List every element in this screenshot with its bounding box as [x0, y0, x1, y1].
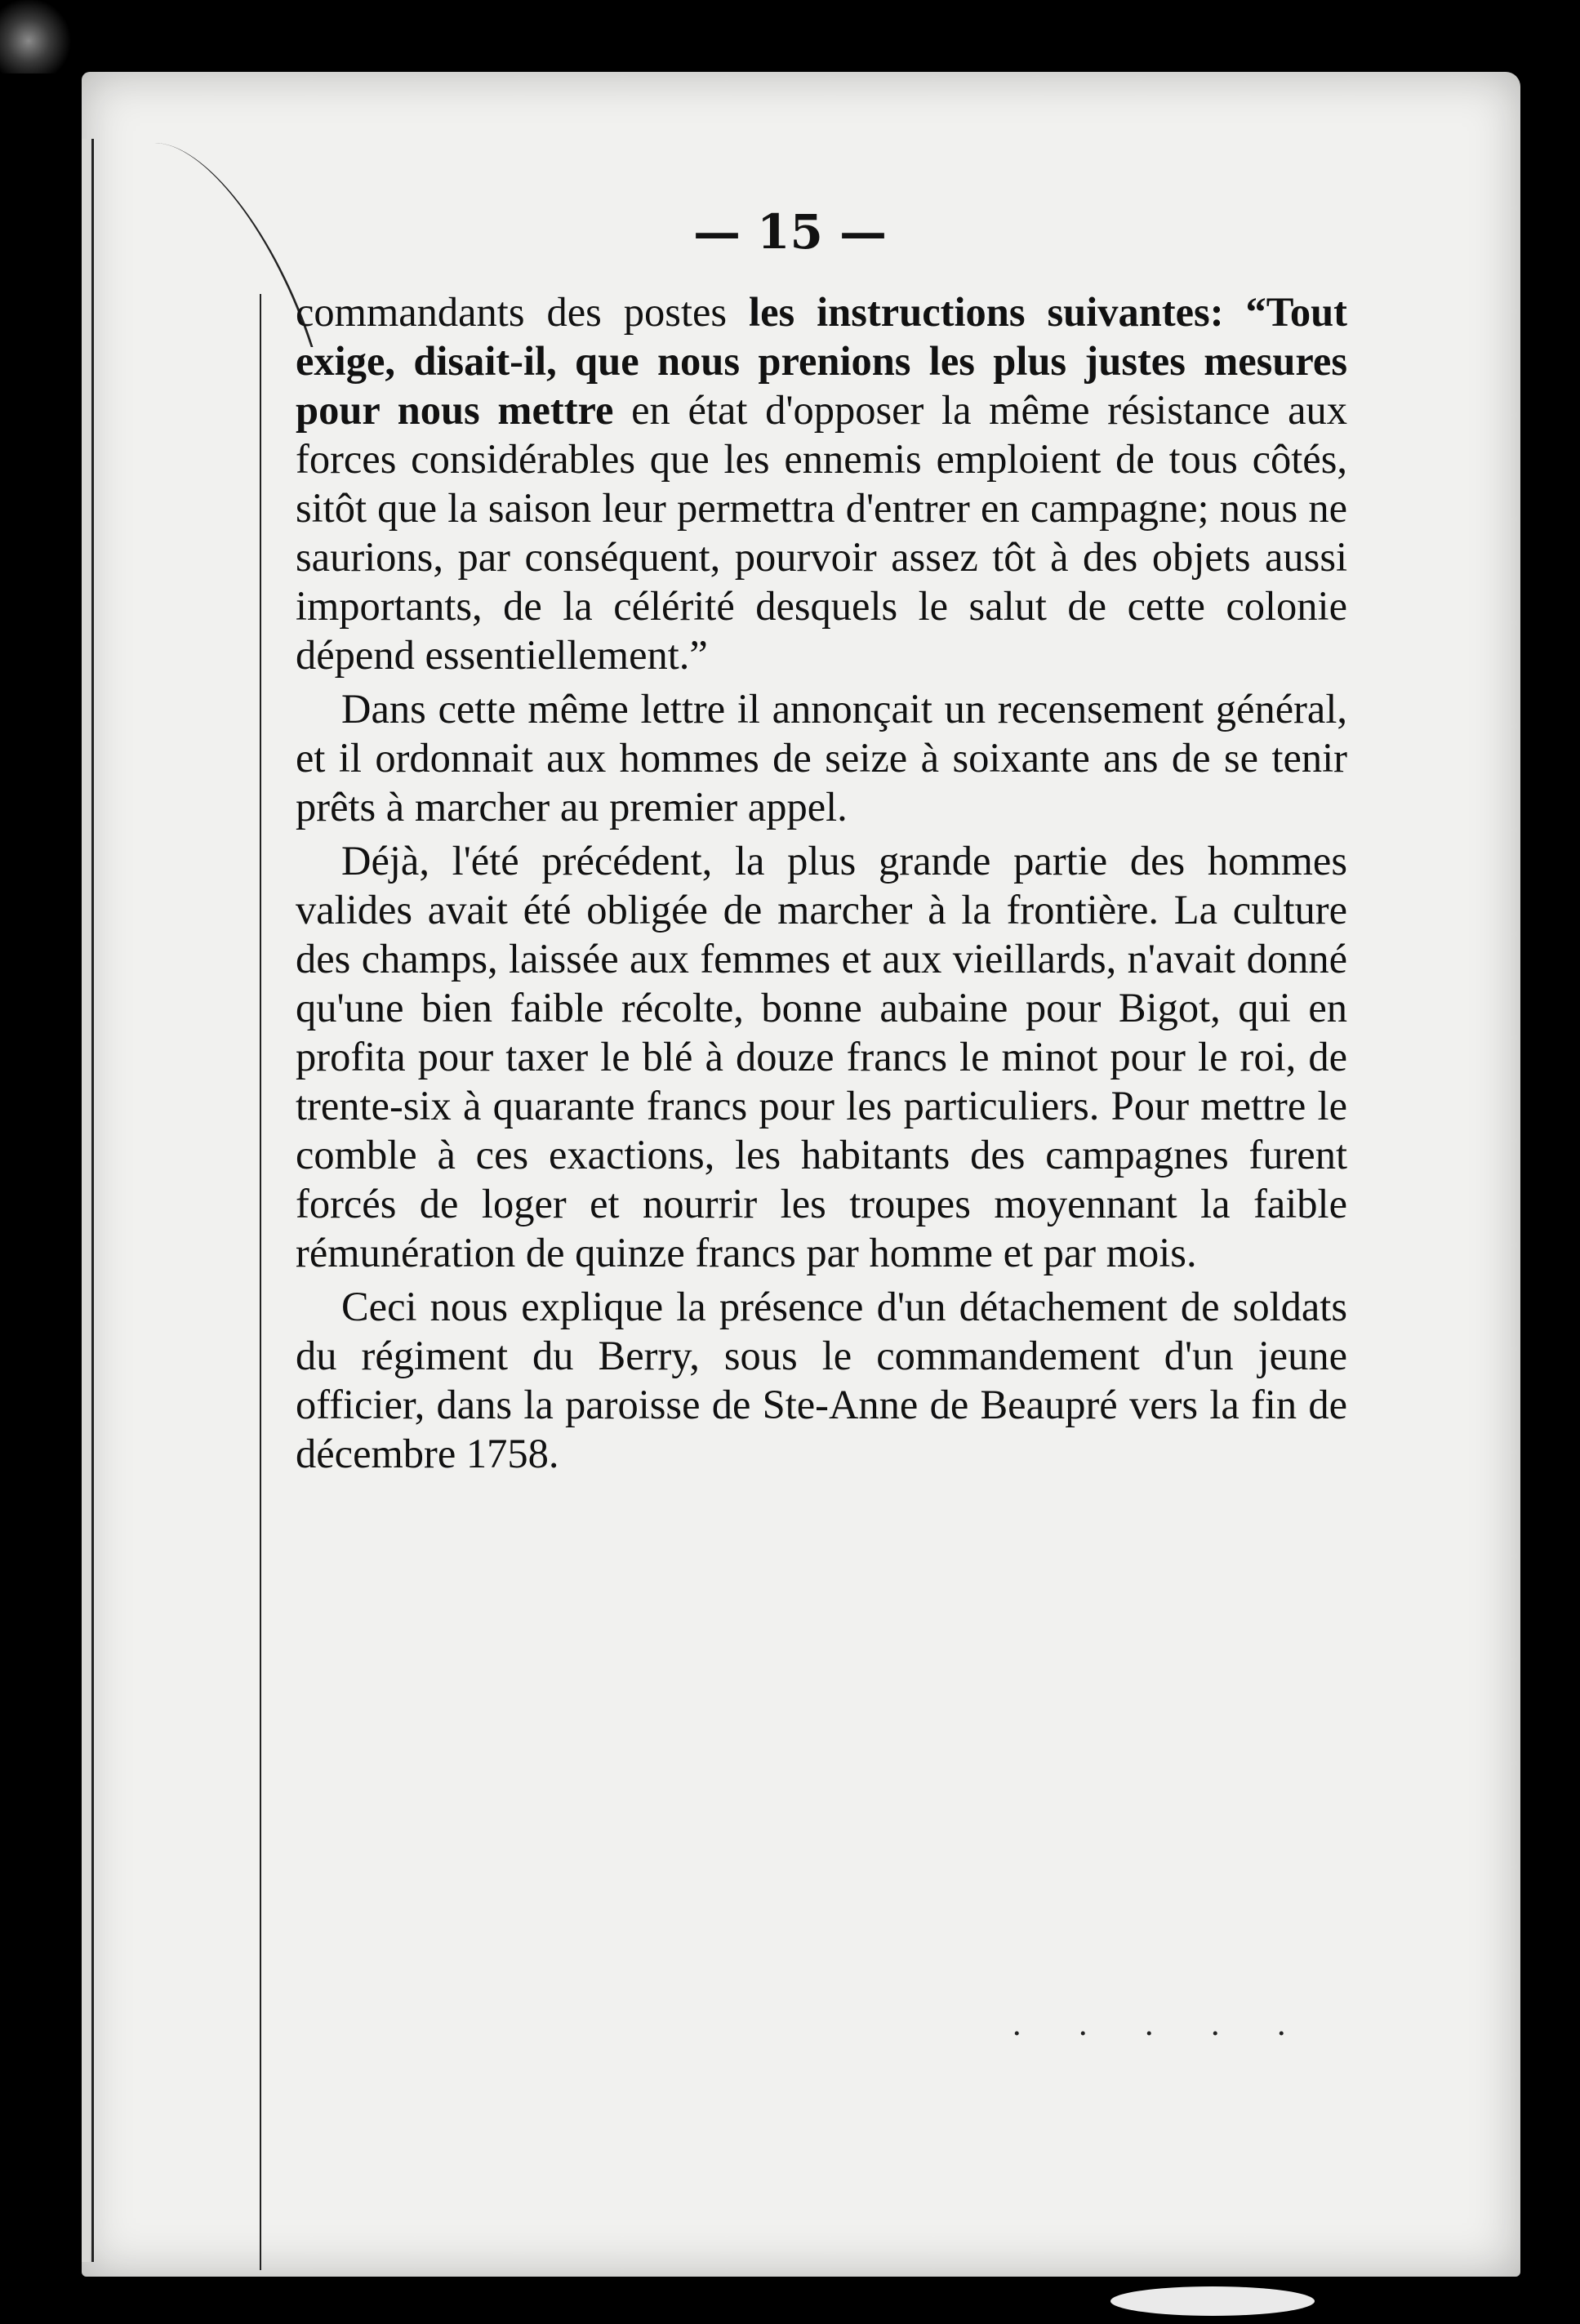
trailing-marks: . . . . .	[1013, 2006, 1311, 2043]
paragraph-text: commandants des postes	[296, 289, 750, 335]
binding-line	[91, 139, 94, 2262]
page-number: — 15 —	[692, 204, 888, 260]
page-gutter-strip	[82, 139, 90, 2262]
scan-corner-glare	[0, 0, 73, 73]
paragraph-text: les instructions suivantes: “Tout exige, disait-il, que nous prenions les plus justes mesures pour nous mettre	[296, 289, 1347, 433]
paragraph	[296, 836, 1347, 1277]
paragraph-text: Ceci nous explique la présence d'un détachement de soldats du régiment du Berry, sous le commandement d'un jeune officier, dans la paroisse de Ste-Anne de Beaupré vers la fin de décembre 1758.	[296, 1284, 1347, 1476]
body-text	[296, 287, 1347, 1483]
page-fold-line	[260, 294, 261, 2270]
paragraph	[296, 1282, 1347, 1478]
page-bottom-edge	[1110, 2286, 1315, 2316]
paragraph-text: Dans cette même lettre il annonçait un recensement général, et il ordonnait aux hommes de seize à soixante ans de se tenir prêts à marcher au premier appel.	[296, 686, 1347, 830]
paragraph-text: Déjà, l'été précédent, la plus grande partie des hommes valides avait été obligée de marcher à la frontière. La culture des champs, laissée aux femmes et aux vieillards, n'avait donné qu'une bien faible récolte, bonne aubaine pour Bigot, qui en profita pour taxer le blé à douze francs le minot pour le roi, de trente-six à quarante francs pour les particuliers. Pour mettre le comble à ces exactions, les habitants des campagnes furent forcés de loger et nourrir les troupes moyennant la faible rémunération de quinze francs par homme et par mois.	[296, 838, 1347, 1276]
paragraph	[296, 684, 1347, 831]
paragraph-text: en état d'opposer la même résistance aux forces considérables que les ennemis emploient de tous côtés, sitôt que la saison leur permettra d'entrer en campagne; nous ne saurions, par conséquent, pourvoir assez tôt à des objets aussi importants, de la célérité desquels le salut de cette colonie dépend essentiellement.”	[296, 387, 1347, 678]
paragraph	[296, 287, 1347, 679]
